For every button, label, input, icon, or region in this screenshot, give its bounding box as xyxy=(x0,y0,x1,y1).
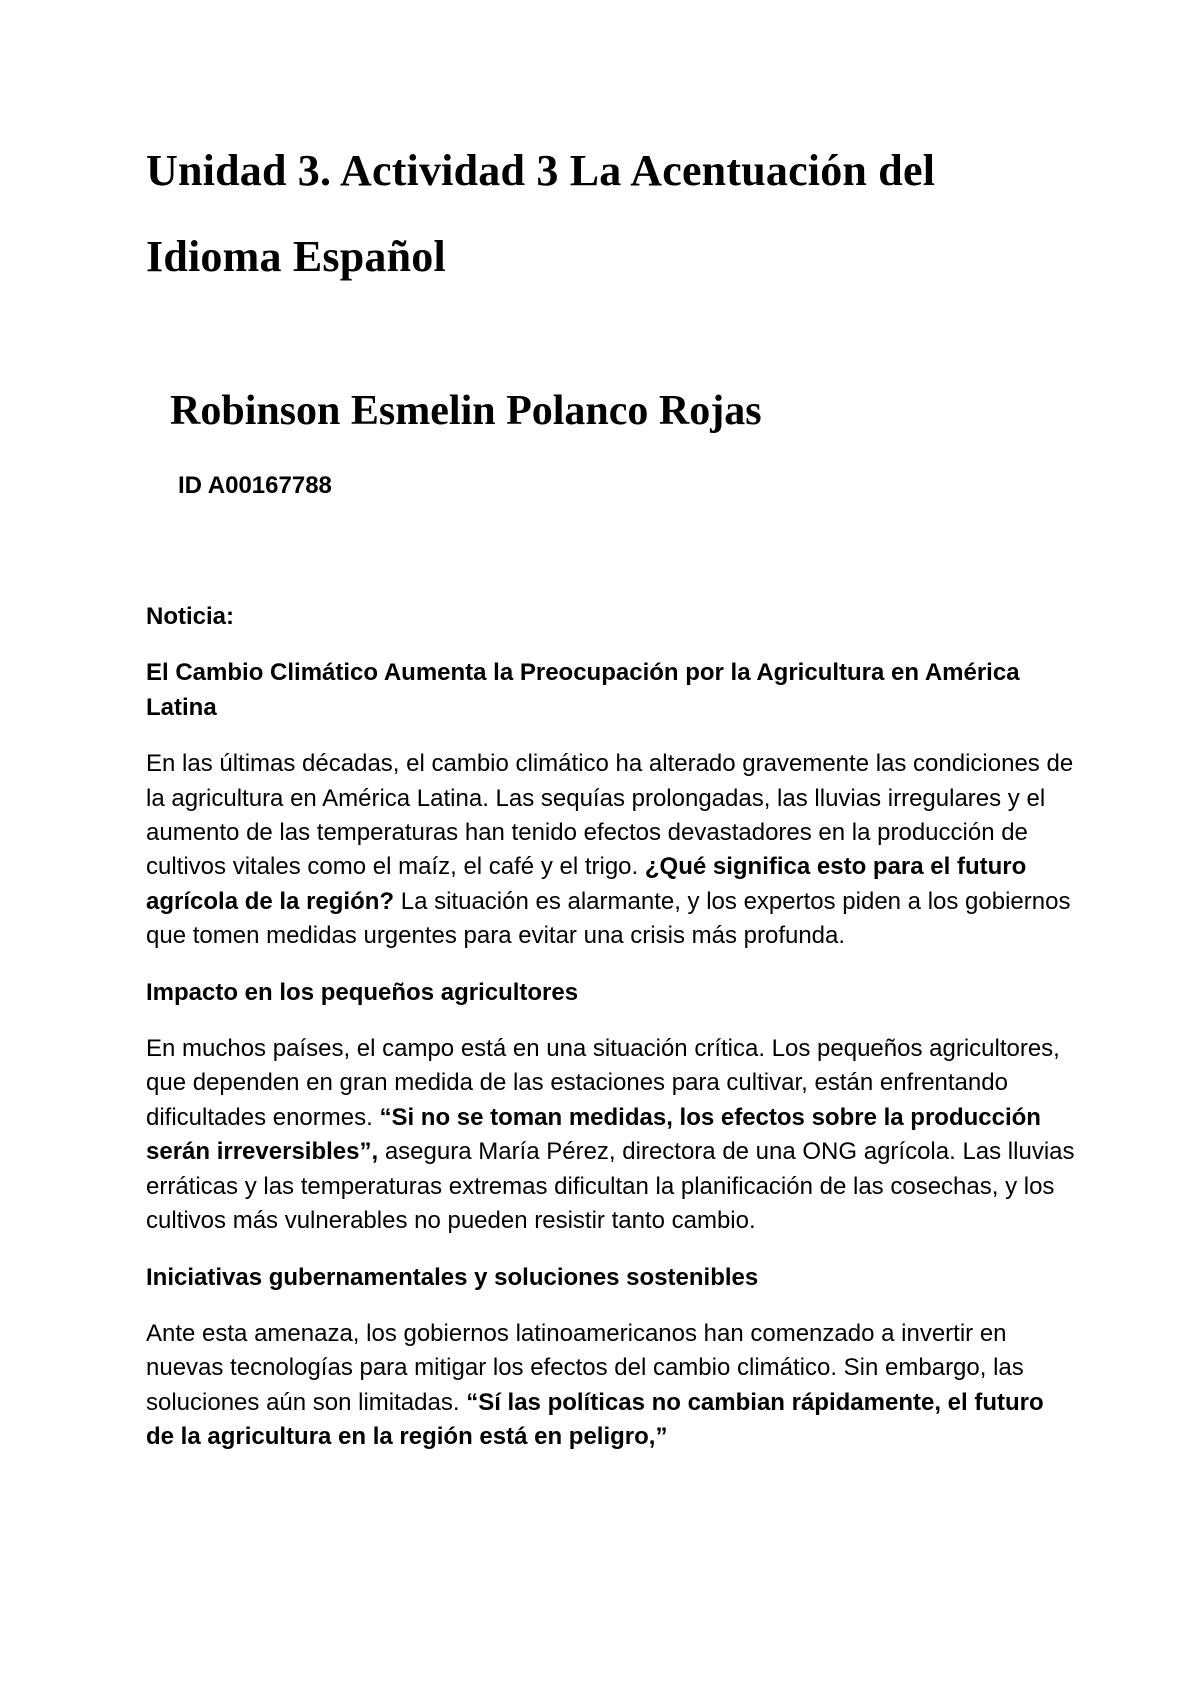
article-headline: El Cambio Climático Aumenta la Preocupación por la Agricultura en América Latina xyxy=(146,659,1020,721)
paragraph-quote: “Si no se toman medidas, los efectos sobre la producción serán irreversibles”, xyxy=(146,1103,1041,1166)
article-body xyxy=(146,600,1076,1477)
section-heading-impact: Impacto en los pequeños agricultores xyxy=(146,978,579,1006)
article-paragraph-initiatives xyxy=(146,1317,1076,1455)
article-paragraph-impact xyxy=(146,1032,1076,1238)
document-title: Unidad 3. Actividad 3 La Acentuación del Idioma Español xyxy=(146,146,936,281)
paragraph-text: En las últimas décadas, el cambio climático ha alterado gravemente las condiciones de la agricultura en América Latina. Las sequías prolongadas, las lluvias irregulares y el aumento de las temperaturas han tenido efectos devastadores en la producción de cultivos vitales como el maíz, el café y el trigo. xyxy=(146,750,1074,881)
student-id: ID A00167788 xyxy=(178,472,332,499)
paragraph-text: asegura María Pérez, directora de una ONG agrícola. Las lluvias erráticas y las temperaturas extremas dificultan la planificación de las cosechas, y los cultivos más vulnerables no pueden resistir tanto cambio. xyxy=(146,1138,1075,1235)
section-heading-initiatives: Iniciativas gubernamentales y soluciones sostenibles xyxy=(146,1263,759,1291)
article-label: Noticia: xyxy=(146,603,235,630)
article-paragraph-intro xyxy=(146,747,1076,953)
author-name: Robinson Esmelin Polanco Rojas xyxy=(170,388,762,434)
paragraph-text: La situación es alarmante, y los expertos piden a los gobiernos que tomen medidas urgentes para evitar una crisis más profunda. xyxy=(146,887,1071,950)
paragraph-quote: “Sí las políticas no cambian rápidamente, el futuro de la agricultura en la región está en peligro,” xyxy=(146,1388,1044,1451)
paragraph-text: Ante esta amenaza, los gobiernos latinoamericanos han comenzado a invertir en nuevas tecnologías para mitigar los efectos del cambio climático. Sin embargo, las soluciones aún son limitadas. xyxy=(146,1319,1024,1416)
paragraph-text: En muchos países, el campo está en una situación crítica. Los pequeños agricultores, que dependen en gran medida de las estaciones para cultivar, están enfrentando dificultades enormes. xyxy=(146,1035,1060,1131)
paragraph-question: ¿Qué significa esto para el futuro agrícola de la región? xyxy=(146,853,1027,915)
